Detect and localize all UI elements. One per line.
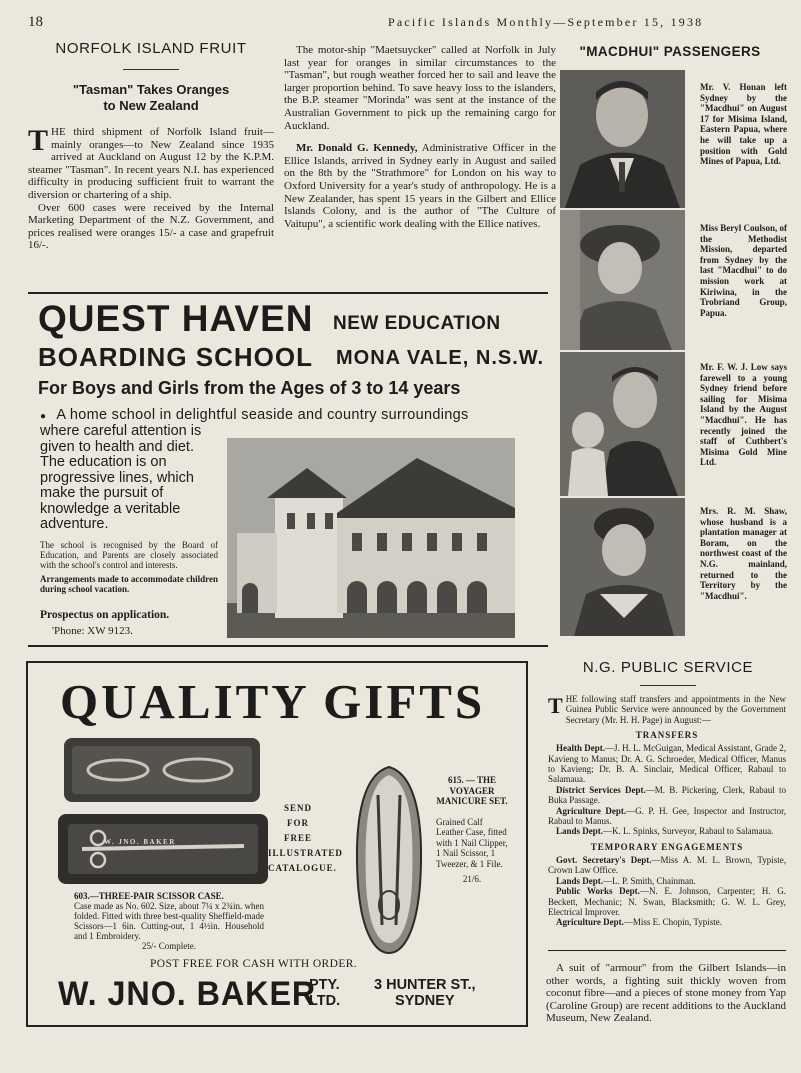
- case-brand-plate: W. JNO. BAKER: [104, 838, 176, 846]
- bullet-icon: ●: [40, 411, 47, 422]
- pty-ltd: PTY. LTD.: [309, 977, 341, 1009]
- transfer-entry: Health Dept.—J. H. L. McGuigan, Medical Assistant, Grade 2, Kavieng to Manus; Dr. A. G. Schroeder, Medical Officer, Manus to Kavieng; Dr. B. A. Sinclair, Medical Officer, Rabaul to Salamaua.: [548, 743, 786, 785]
- portrait-photo: [560, 498, 685, 636]
- norfolk-section-title: NORFOLK ISLAND FRUIT: [55, 40, 247, 57]
- portrait-photo: [560, 70, 685, 208]
- new-education: NEW EDUCATION: [333, 313, 501, 334]
- prospectus-note: Prospectus on application.: [40, 609, 170, 621]
- post-free-line: POST FREE FOR CASH WITH ORDER.: [150, 958, 358, 970]
- voyager-heading: 615. — THE VOYAGER MANICURE SET.: [436, 775, 508, 806]
- drop-cap: T: [548, 693, 563, 718]
- portrait-photo: [560, 352, 685, 496]
- kennedy-name: Mr. Donald G. Kennedy,: [296, 142, 418, 155]
- temp-entry: Lands Dept.—L. P. Smith, Chainman.: [556, 875, 696, 886]
- running-head: Pacific Islands Monthly—September 15, 1938: [388, 15, 704, 29]
- photo-caption: Mrs. R. M. Shaw, whose husband is a plantation manager at Boram, on the northwest coast of the N.G. mainland, returned to the Territory by the "Macdhui".: [700, 506, 787, 601]
- phone-number: 'Phone: XW 9123.: [52, 625, 133, 637]
- voyager-description: Grained Calf Leather Case, fitted with 1 Nail Clipper, 1 Nail Scissor, 1 Tweezer, & 1 File.: [436, 816, 508, 869]
- column-two: [284, 44, 556, 230]
- norfolk-subtitle: "Tasman" Takes Oranges to New Zealand: [72, 82, 230, 113]
- address: 3 HUNTER ST., SYDNEY: [374, 977, 476, 1009]
- temp-entry: Public Works Dept.—N. E. Johnson, Carpenter; H. G. Beckett, Mechanic; N. Swan, Blacksmith; G. W. L. Grey, Electrical Improver.: [548, 886, 787, 917]
- kennedy-paragraph: Mr. Donald G. Kennedy, Administrative Officer in the Ellice Islands, arrived in Sydney early in August and sailed on the 8th by the "Strathmore" for London on his way to Oxford University for a year's study of anthropology. He is a New Zealander, has spent 15 years in the Gilbert and Ellice Islands Colony, and is the author of "The Culture of Vaitupu", a scientific work dealing with the Ellice natives.: [284, 142, 556, 230]
- location: MONA VALE, N.S.W.: [336, 347, 545, 369]
- manicure-set-image: [352, 765, 426, 955]
- send-catalogue: SEND FOR FREE ILLUSTRATED CATALOGUE.: [268, 803, 343, 873]
- transfer-entry: District Services Dept.—M. B. Pickering, Clerk, Rabaul to Buka Passage.: [548, 784, 786, 806]
- ng-service-header: [548, 659, 788, 686]
- voyager-caption: [436, 775, 508, 885]
- page-number: 18: [28, 14, 43, 30]
- case-price: 25/- Complete.: [142, 941, 196, 951]
- quest-haven-title: QUEST HAVEN: [38, 298, 314, 339]
- transfer-entry: Agriculture Dept.—G. P. H. Gee, Inspector and Instructor, Rabaul to Manus.: [548, 805, 787, 827]
- passengers-title: "MACDHUI" PASSENGERS: [579, 44, 761, 59]
- home-school-continuation: where careful attention is given to health and diet. The education is on progressive lines, which make the pursuit of knowledge a veritable adventure.: [40, 423, 202, 532]
- arrangements-note: Arrangements made to accommodate children during school vacation.: [40, 574, 218, 594]
- photo-caption: Mr. V. Honan left Sydney by the "Macdhui" on August 17 for Misima Island, Eastern Papua, where he will take up a position with Gold Mines of Papua, Ltd.: [700, 82, 787, 167]
- norfolk-paragraph-1: THE third shipment of Norfolk Island fruit—mainly oranges—to New Zealand since 1935 arrived at Auckland on August 12 by the K.P.M. steamer "Tasman". In recent years N.I. has experienced difficulty in producing sufficient fruit to warrant the diversion or chartering of a ship.: [28, 124, 274, 201]
- scissor-case-image: [58, 734, 270, 886]
- gilbert-islands-note: A suit of "armour" from the Gilbert Islands—in other words, a fighting suit thickly woven from coconut fibre—and a pieces of stone money from Yap (Caroline Group) are recent additions to the Auckland Museum, New Zealand.: [546, 962, 786, 1025]
- portrait-photo: [560, 210, 685, 350]
- voyager-price: 21/6.: [462, 874, 482, 884]
- temp-entry: Agriculture Dept.—Miss E. Chopin, Typiste.: [556, 917, 723, 928]
- quality-gifts-title: QUALITY GIFTS: [60, 674, 486, 729]
- transfers-heading: TRANSFERS: [635, 730, 699, 741]
- title-divider: [123, 69, 179, 70]
- school-building-photo: [227, 438, 515, 638]
- boarding-school: BOARDING SCHOOL: [38, 342, 313, 372]
- transfer-entry: Lands Dept.—K. L. Spinks, Surveyor, Rabaul to Salamaua.: [556, 826, 774, 837]
- temporary-heading: TEMPORARY ENGAGEMENTS: [590, 841, 744, 852]
- case-description: Case made as No. 602. Size, about 7¼ x 2¾in. when folded. Fitted with three best-quality Sheffield-made Scissors—1 6in. Cutting-out, 1 4½in. Household and 1 Embroidery.: [74, 901, 264, 941]
- norfolk-paragraph-2: Over 600 cases were received by the Internal Marketing Department of the N.Z. Government, and prices realised were oranges 15/- a case and grapefruit 16/-.: [28, 201, 274, 252]
- temp-entry: Govt. Secretary's Dept.—Miss A. M. L. Brown, Typiste, Crown Law Office.: [548, 854, 787, 876]
- norfolk-article: [28, 40, 274, 252]
- photo-caption: Miss Beryl Coulson, of the Methodist Mission, departed from Sydney by the last "Macdhui" to do mission work at Kiriwina, in the Trobriand Group, Papua.: [700, 223, 788, 318]
- school-details: [40, 540, 218, 594]
- ng-service-body: [548, 694, 786, 928]
- home-school-line: ● A home school in delightful seaside and country surroundings: [40, 407, 469, 423]
- baker-name: W. JNO. BAKER: [58, 975, 317, 1013]
- section-rule: [28, 645, 548, 647]
- ages-line: For Boys and Girls from the Ages of 3 to 14 years: [38, 378, 461, 398]
- ng-intro: THE following staff transfers and appointments in the New Guinea Public Service were announced by the Government Secretary (Mr. H. H. Page) in August:—: [548, 693, 786, 725]
- recognised-note: The school is recognised by the Board of Education, and Parents are closely associated with the school's control and interests.: [40, 540, 218, 570]
- scissor-case-caption: [74, 891, 264, 951]
- section-rule: [548, 950, 786, 951]
- drop-cap: T: [28, 124, 49, 157]
- ng-service-title: N.G. PUBLIC SERVICE: [582, 659, 754, 676]
- norfolk-paragraph-3: The motor-ship "Maetsuycker" called at Norfolk in July last year for oranges in similar circumstances to the "Tasman", but rough weather forced her to sail and leave the larger proportion behind. To save heavy loss to the islanders, the B.P. steamer "Morinda" was sent at the instance of the Australian Government to pick up the remaining cargo for Auckland.: [284, 44, 556, 132]
- case-heading: 603.—THREE-PAIR SCISSOR CASE.: [74, 891, 224, 901]
- title-divider: [640, 685, 696, 686]
- section-rule: [28, 292, 548, 294]
- photo-caption: Mr. F. W. J. Low says farewell to a young Sydney friend before sailing for Misima Island by the August "Macdhui". He has recently joined the staff of Cuthbert's Misima Gold Mine Ltd.: [700, 362, 787, 468]
